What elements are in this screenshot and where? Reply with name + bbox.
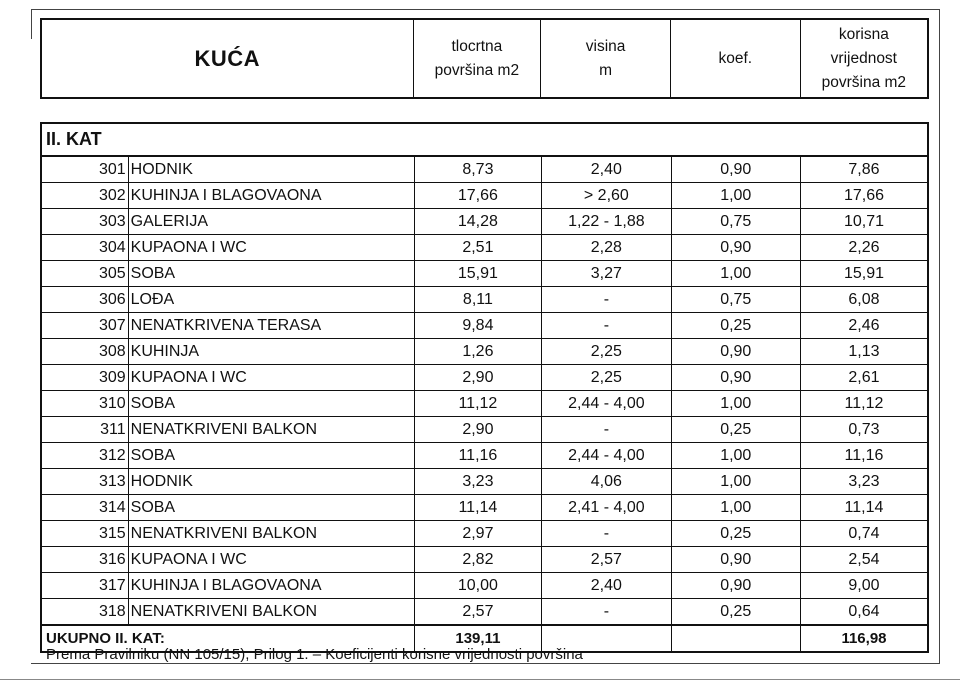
table-row <box>41 573 928 599</box>
table-row <box>41 313 928 339</box>
floor-area: 11,14 <box>414 495 542 521</box>
table-row <box>41 417 928 443</box>
floor-area: 2,97 <box>414 521 542 547</box>
useful-area: 11,14 <box>800 495 928 521</box>
total-coef-empty <box>671 625 800 652</box>
table-row <box>41 599 928 626</box>
section-title: II. KAT <box>41 123 928 156</box>
coefficient: 0,90 <box>671 573 800 599</box>
floor-area: 11,12 <box>414 391 542 417</box>
room-number: 317 <box>41 573 128 599</box>
room-number: 308 <box>41 339 128 365</box>
room-number: 310 <box>41 391 128 417</box>
room-name: KUHINJA I BLAGOVAONA <box>128 183 414 209</box>
table-row <box>41 339 928 365</box>
coefficient: 0,90 <box>671 547 800 573</box>
coefficient: 0,90 <box>671 156 800 183</box>
room-number: 307 <box>41 313 128 339</box>
useful-area: 2,61 <box>800 365 928 391</box>
floor-area: 14,28 <box>414 209 542 235</box>
useful-area: 0,74 <box>800 521 928 547</box>
room-height: 2,40 <box>542 156 671 183</box>
floor-area: 8,73 <box>414 156 542 183</box>
header-height-line2: m <box>599 61 613 79</box>
room-height: 2,40 <box>542 573 671 599</box>
header-floor-area-line1: tlocrtna <box>451 37 503 55</box>
table-row <box>41 469 928 495</box>
useful-area: 11,16 <box>800 443 928 469</box>
header-floor-area-line2: površina m2 <box>434 61 520 79</box>
coefficient: 0,90 <box>671 365 800 391</box>
room-height: - <box>542 521 671 547</box>
room-height: 1,22 - 1,88 <box>542 209 671 235</box>
floor-area: 11,16 <box>414 443 542 469</box>
room-name: NENATKRIVENI BALKON <box>128 599 414 626</box>
coefficient: 1,00 <box>671 495 800 521</box>
coefficient: 0,25 <box>671 599 800 626</box>
room-height: 2,28 <box>542 235 671 261</box>
coefficient: 0,90 <box>671 235 800 261</box>
header-useful-area-line2: vrijednost <box>830 49 897 67</box>
coefficient: 1,00 <box>671 261 800 287</box>
floor-area: 17,66 <box>414 183 542 209</box>
useful-area: 2,54 <box>800 547 928 573</box>
table-row <box>41 209 928 235</box>
room-name: KUPAONA I WC <box>128 547 414 573</box>
room-name: KUPAONA I WC <box>128 235 414 261</box>
room-name: HODNIK <box>128 156 414 183</box>
table-row <box>41 365 928 391</box>
room-number: 301 <box>41 156 128 183</box>
room-height: 4,06 <box>542 469 671 495</box>
floor-area: 15,91 <box>414 261 542 287</box>
room-name: GALERIJA <box>128 209 414 235</box>
floor-area: 2,57 <box>414 599 542 626</box>
floor-area: 2,90 <box>414 365 542 391</box>
header-row <box>41 19 928 98</box>
room-height: > 2,60 <box>542 183 671 209</box>
room-number: 309 <box>41 365 128 391</box>
useful-area: 11,12 <box>800 391 928 417</box>
room-name: NENATKRIVENI BALKON <box>128 417 414 443</box>
room-height: 2,57 <box>542 547 671 573</box>
frame-top-line <box>31 9 939 10</box>
useful-area: 7,86 <box>800 156 928 183</box>
useful-area: 2,46 <box>800 313 928 339</box>
footnote: Prema Pravilniku (NN 105/15), Prilog 1. – Koeficijenti korisne vrijednosti površina <box>46 646 583 663</box>
coefficient: 0,25 <box>671 521 800 547</box>
header-floor-area <box>413 19 541 98</box>
coefficient: 0,25 <box>671 313 800 339</box>
room-height: 2,41 - 4,00 <box>542 495 671 521</box>
room-height: 2,44 - 4,00 <box>542 443 671 469</box>
room-number: 316 <box>41 547 128 573</box>
room-height: - <box>542 287 671 313</box>
room-number: 304 <box>41 235 128 261</box>
useful-area: 9,00 <box>800 573 928 599</box>
header-useful-area-line1: korisna <box>838 25 889 43</box>
frame-right-line <box>939 9 940 664</box>
useful-area: 2,26 <box>800 235 928 261</box>
room-name: SOBA <box>128 391 414 417</box>
useful-area: 6,08 <box>800 287 928 313</box>
floor-area: 8,11 <box>414 287 542 313</box>
coefficient: 1,00 <box>671 443 800 469</box>
table-row <box>41 391 928 417</box>
header-coefficient: koef. <box>670 19 800 98</box>
floor-area: 9,84 <box>414 313 542 339</box>
floor-area: 3,23 <box>414 469 542 495</box>
room-number: 314 <box>41 495 128 521</box>
room-name: KUHINJA I BLAGOVAONA <box>128 573 414 599</box>
useful-area: 0,64 <box>800 599 928 626</box>
table-row <box>41 521 928 547</box>
room-name: SOBA <box>128 443 414 469</box>
room-number: 306 <box>41 287 128 313</box>
rooms-table <box>40 122 929 653</box>
room-name: SOBA <box>128 261 414 287</box>
room-height: 2,44 - 4,00 <box>542 391 671 417</box>
room-height: 3,27 <box>542 261 671 287</box>
header-useful-area <box>800 19 928 98</box>
room-name: NENATKRIVENA TERASA <box>128 313 414 339</box>
table-title: KUĆA <box>41 19 413 98</box>
table-row <box>41 443 928 469</box>
room-number: 312 <box>41 443 128 469</box>
room-number: 305 <box>41 261 128 287</box>
room-number: 303 <box>41 209 128 235</box>
table-row <box>41 235 928 261</box>
room-height: - <box>542 599 671 626</box>
table-row <box>41 547 928 573</box>
room-height: 2,25 <box>542 365 671 391</box>
table-row <box>41 156 928 183</box>
room-name: NENATKRIVENI BALKON <box>128 521 414 547</box>
coefficient: 1,00 <box>671 469 800 495</box>
room-height: - <box>542 313 671 339</box>
room-number: 318 <box>41 599 128 626</box>
room-name: SOBA <box>128 495 414 521</box>
coefficient: 1,00 <box>671 391 800 417</box>
table-row <box>41 287 928 313</box>
coefficient: 0,75 <box>671 209 800 235</box>
header-table <box>40 18 929 99</box>
floor-area: 10,00 <box>414 573 542 599</box>
header-height-line1: visina <box>585 37 626 55</box>
room-height: 2,25 <box>542 339 671 365</box>
table-row <box>41 495 928 521</box>
frame-left-line <box>31 9 32 39</box>
room-number: 311 <box>41 417 128 443</box>
header-useful-area-line3: površina m2 <box>821 73 907 91</box>
room-height: - <box>542 417 671 443</box>
useful-area: 15,91 <box>800 261 928 287</box>
useful-area: 0,73 <box>800 417 928 443</box>
table-row <box>41 183 928 209</box>
room-name: LOĐA <box>128 287 414 313</box>
section-row <box>41 123 928 156</box>
coefficient: 0,90 <box>671 339 800 365</box>
total-useful-area: 116,98 <box>800 625 928 652</box>
useful-area: 17,66 <box>800 183 928 209</box>
room-number: 313 <box>41 469 128 495</box>
coefficient: 0,25 <box>671 417 800 443</box>
frame-inner-bottom-line <box>31 663 939 664</box>
table-row <box>41 261 928 287</box>
useful-area: 10,71 <box>800 209 928 235</box>
total-floor-area: 139,11 <box>414 625 542 652</box>
room-name: KUHINJA <box>128 339 414 365</box>
room-name: KUPAONA I WC <box>128 365 414 391</box>
floor-area: 2,51 <box>414 235 542 261</box>
header-height <box>541 19 671 98</box>
floor-area: 2,90 <box>414 417 542 443</box>
useful-area: 1,13 <box>800 339 928 365</box>
room-name: HODNIK <box>128 469 414 495</box>
frame-bottom-line <box>0 679 960 680</box>
room-number: 315 <box>41 521 128 547</box>
floor-area: 2,82 <box>414 547 542 573</box>
room-number: 302 <box>41 183 128 209</box>
useful-area: 3,23 <box>800 469 928 495</box>
total-label: UKUPNO II. KAT: <box>41 625 414 652</box>
floor-area: 1,26 <box>414 339 542 365</box>
coefficient: 1,00 <box>671 183 800 209</box>
coefficient: 0,75 <box>671 287 800 313</box>
